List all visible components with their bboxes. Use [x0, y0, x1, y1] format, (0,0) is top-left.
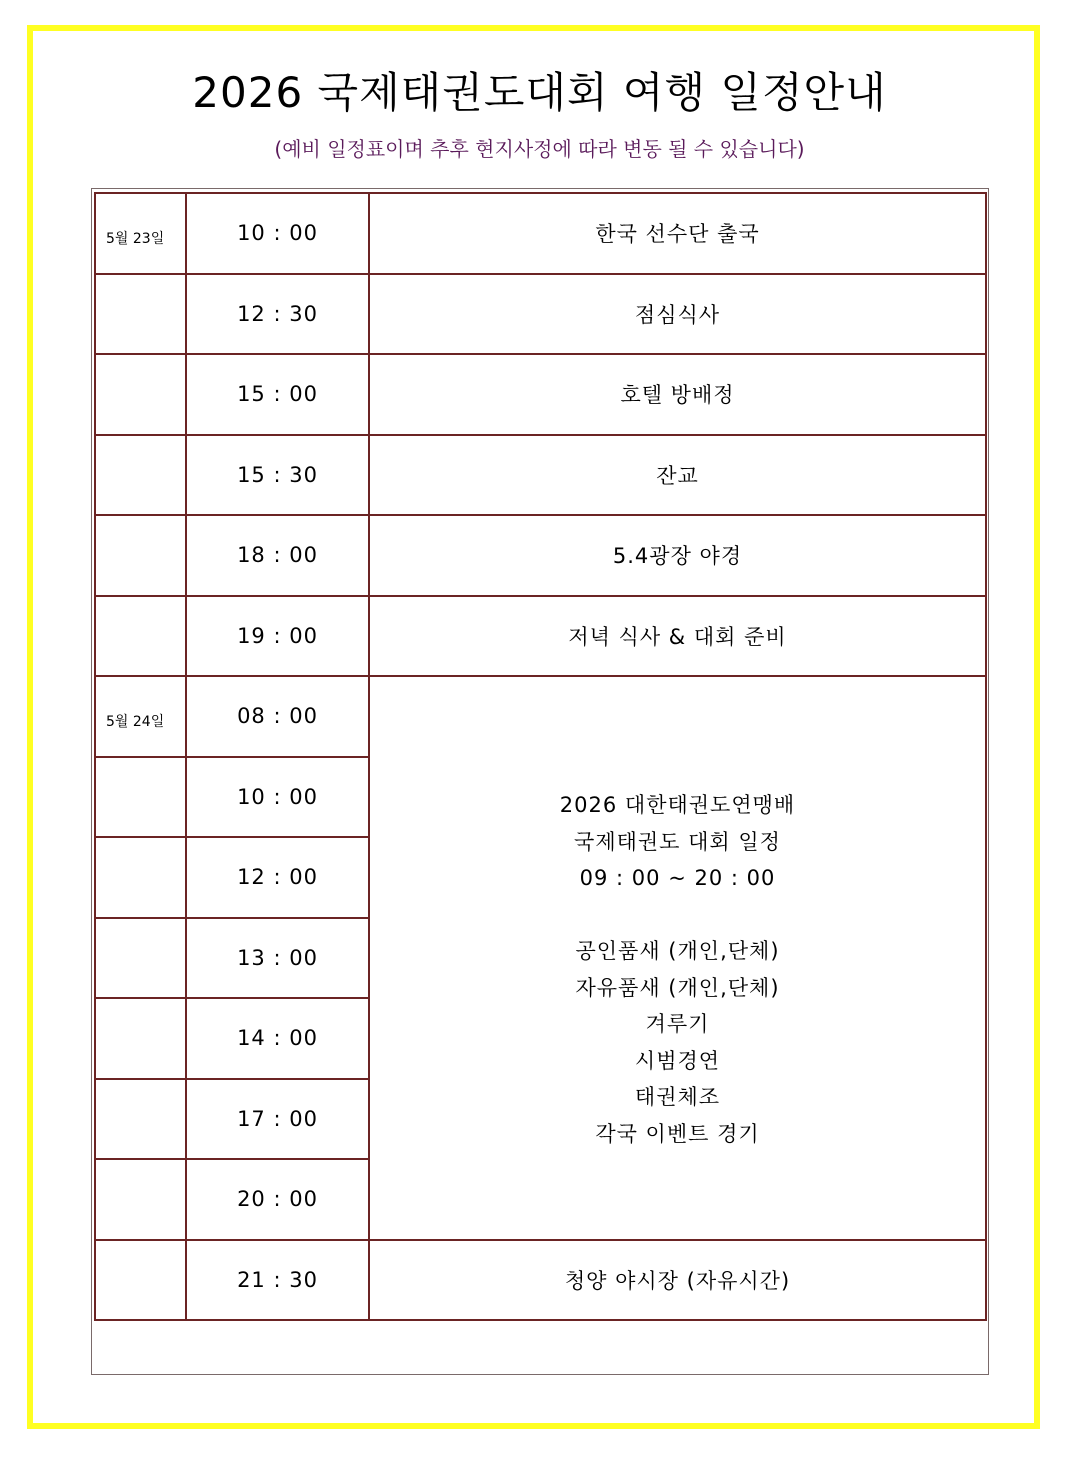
table-row: [95, 596, 986, 677]
time-cell: 10 : 00: [186, 757, 369, 838]
tournament-event: 공인품새 (개인,단체): [575, 939, 780, 963]
event-cell: 점심식사: [369, 274, 986, 355]
date-cell: [95, 354, 186, 435]
tournament-name-line2: 국제태권도 대회 일정: [574, 829, 781, 854]
table-row: [95, 515, 986, 596]
tournament-event: 자유품새 (개인,단체): [575, 975, 780, 1000]
tournament-cell: [369, 676, 986, 1240]
tournament-name-line1: 2026 대한태권도연맹배: [559, 793, 796, 817]
event-cell: 한국 선수단 출국: [369, 193, 986, 274]
tournament-event: 시범경연: [634, 1048, 721, 1073]
table-row: [95, 435, 986, 516]
table-row: [95, 676, 986, 757]
tournament-event: 각국 이벤트 경기: [595, 1121, 760, 1146]
table-row: [95, 193, 986, 274]
date-cell: [95, 998, 186, 1079]
date-cell: [95, 596, 186, 677]
tournament-hours: 09 : 00 ~ 20 : 00: [579, 866, 776, 890]
tournament-event: 겨루기: [645, 1012, 710, 1036]
time-cell: 20 : 00: [186, 1159, 369, 1240]
tournament-event: 태권체조: [634, 1085, 721, 1109]
page-title: 2026 국제태권도대회 여행 일정안내: [192, 68, 887, 117]
page-subtitle: (예비 일정표이며 추후 현지사정에 따라 변동 될 수 있습니다): [274, 137, 805, 161]
time-cell: 08 : 00: [186, 676, 369, 757]
date-cell: [95, 757, 186, 838]
table-row: [95, 1240, 986, 1321]
date-cell: [95, 1079, 186, 1160]
time-cell: 17 : 00: [186, 1079, 369, 1160]
time-cell: 13 : 00: [186, 918, 369, 999]
date-cell: [95, 918, 186, 999]
time-cell: 12 : 00: [186, 837, 369, 918]
time-cell: 15 : 00: [186, 354, 369, 435]
date-cell: [95, 837, 186, 918]
time-cell: 21 : 30: [186, 1240, 369, 1321]
time-cell: 19 : 00: [186, 596, 369, 677]
time-cell: 14 : 00: [186, 998, 369, 1079]
date-cell: [95, 435, 186, 516]
event-cell: 호텔 방배정: [369, 354, 986, 435]
event-cell: 저녁 식사 & 대회 준비: [369, 596, 986, 677]
date-cell: 5월 24일: [95, 676, 186, 757]
time-cell: 10 : 00: [186, 193, 369, 274]
date-cell: [95, 274, 186, 355]
table-row: [95, 274, 986, 355]
date-cell: [95, 1240, 186, 1321]
time-cell: 15 : 30: [186, 435, 369, 516]
spacer: [370, 897, 985, 934]
date-cell: 5월 23일: [95, 193, 186, 274]
date-cell: [95, 1159, 186, 1240]
event-cell: 청양 야시장 (자유시간): [369, 1240, 986, 1321]
table-row: [95, 354, 986, 435]
schedule-table: [94, 192, 987, 1321]
date-cell: [95, 515, 186, 596]
event-cell: 5.4광장 야경: [369, 515, 986, 596]
time-cell: 12 : 30: [186, 274, 369, 355]
event-cell: 잔교: [369, 435, 986, 516]
time-cell: 18 : 00: [186, 515, 369, 596]
